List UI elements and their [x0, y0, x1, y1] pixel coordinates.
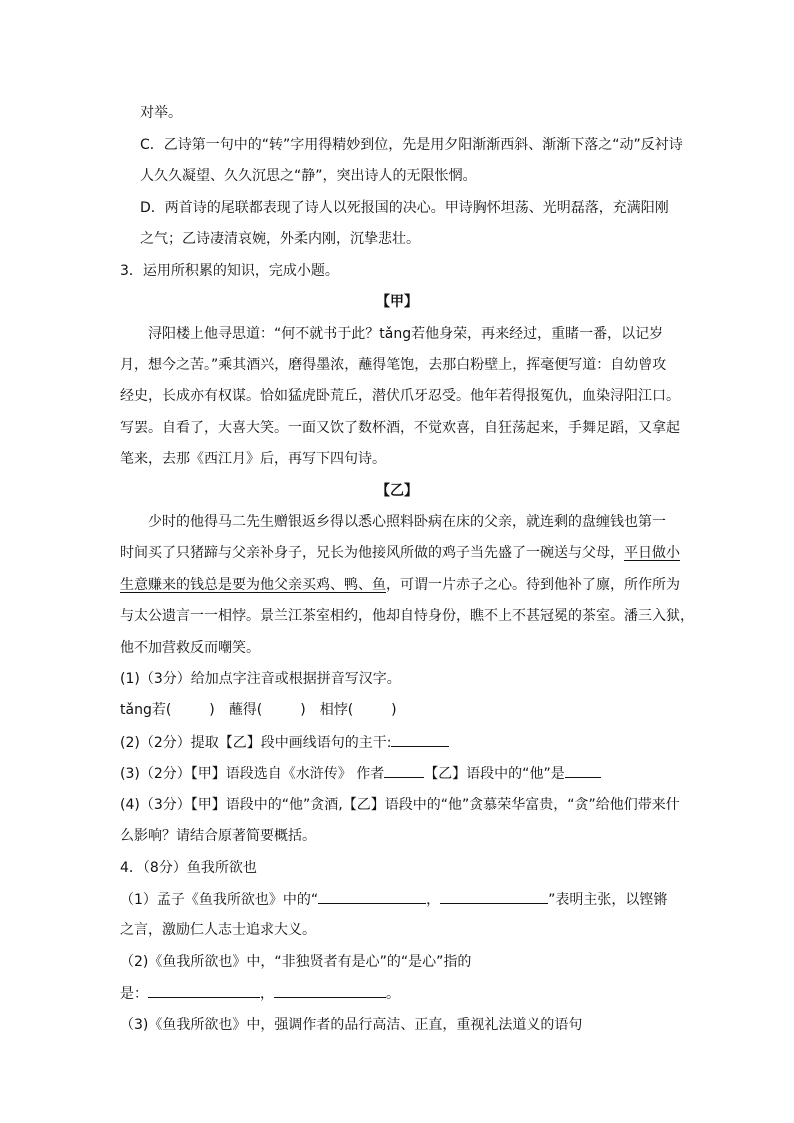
answer-blank[interactable]	[565, 763, 601, 778]
sub-question-2	[120, 732, 449, 753]
pinyin-item-tang: tǎng若(	[120, 702, 172, 718]
section-jia-title: 【甲】	[376, 294, 418, 310]
q4-sub2-text-c: 。	[386, 986, 400, 1002]
sub-question-3-text-a: (3)（2分）【甲】语段选自《水浒传》 作者	[120, 766, 385, 782]
answer-blank[interactable]	[318, 889, 426, 904]
q4-sub1-text-b: ，	[426, 892, 441, 908]
sub-question-4-line2: 么影响？请结合原著简要概括。	[120, 828, 316, 844]
passage-yi-line3-text: ，可谓一片赤子之心。待到他补了廪，所作所为	[386, 577, 680, 593]
passage-jia-line: 写罢。自看了，大喜大笑。一面又饮了数杯酒，不觉欢喜，自狂荡起来，手舞足蹈，又拿起	[120, 420, 680, 436]
answer-blank[interactable]	[391, 732, 449, 747]
option-b-end: 对举。	[140, 105, 182, 121]
passage-yi-line5: 他不加营救反而嘲笑。	[120, 640, 260, 656]
q4-sub2-text-b: ，	[260, 986, 274, 1002]
answer-blank[interactable]	[148, 983, 260, 998]
sub-question-1-items	[120, 700, 397, 720]
pinyin-item-bei: ) 相悖(	[300, 702, 354, 718]
passage-jia-line: 月，想今之苦。”乘其酒兴，磨得墨浓，蘸得笔饱，去那白粉壁上，挥毫便写道：自幼曾攻	[120, 357, 667, 373]
passage-yi-line4: 与太公遗言一一相悖。景兰江茶室相约，他却自恃身份，瞧不上不甚冠冕的茶室。潘三入狱，	[120, 608, 694, 624]
q4-sub1-line1	[120, 889, 667, 910]
answer-blank[interactable]	[384, 763, 424, 778]
sub-question-2-text: (2)（2分）提取【乙】段中画线语句的主干:	[120, 735, 392, 751]
pinyin-item-zhan: ) 蘸得(	[209, 702, 263, 718]
passage-yi-line3	[120, 575, 680, 595]
q4-sub2-text-a: 是：	[120, 986, 148, 1002]
passage-yi-line2	[120, 543, 680, 563]
q4-sub2-line2	[120, 983, 400, 1004]
sub-question-3-text-b: 【乙】语段中的“他”是	[424, 766, 565, 782]
question-4-stem: 4．（8分）鱼我所欲也	[120, 860, 257, 876]
passage-jia-line: 笔来，去那《西江月》后，再写下四句诗。	[120, 451, 386, 467]
question-3-stem: 3．运用所积累的知识，完成小题。	[120, 263, 339, 279]
option-c-line2: 人久久凝望、久久沉思之“静”，突出诗人的无限怅惘。	[140, 168, 477, 184]
passage-yi-line2-text: 时间买了只猪蹄与父亲补身子，兄长为他接风所做的鸡子当先盛了一碗送与父母，	[120, 545, 624, 561]
underlined-sentence-part2: 生意赚来的钱总是要为他父亲买鸡、鸭、鱼	[120, 577, 386, 593]
q4-sub2-line1: （2)《鱼我所欲也》中，“非独贤者有是心”的“是心”指的	[120, 954, 472, 970]
option-d-line2: 之气；乙诗凄清哀婉，外柔内刚，沉挚悲壮。	[140, 231, 420, 247]
underlined-sentence-part1: 平日做小	[624, 545, 680, 561]
passage-jia-line: 浔阳楼上他寻思道：“何不就书于此？tǎng若他身荣，再来经过，重睹一番，以记岁	[148, 326, 664, 342]
q4-sub3: （3)《鱼我所欲也》中，强调作者的品行高洁、正直，重视礼法道义的语句	[120, 1017, 583, 1033]
pinyin-item-close: )	[391, 702, 397, 718]
answer-blank[interactable]	[440, 889, 548, 904]
passage-jia-line: 经史，长成亦有权谋。恰如猛虎卧荒丘，潜伏爪牙忍受。他年若得报冤仇，血染浔阳江口。	[120, 388, 680, 404]
answer-blank[interactable]	[274, 983, 386, 998]
q4-sub1-text-a: （1）孟子《鱼我所欲也》中的“	[120, 892, 319, 908]
sub-question-1: (1)（3分）给加点字注音或根据拼音写汉字。	[120, 671, 401, 687]
q4-sub1-text-c: ”表明主张，以铿锵	[548, 892, 668, 908]
section-yi-title: 【乙】	[376, 483, 418, 499]
q4-sub1-line2: 之言，激励仁人志士追求大义。	[120, 922, 316, 938]
passage-yi-line1: 少时的他得马二先生赠银返乡得以悉心照料卧病在床的父亲，就连剩的盘缠钱也第一	[148, 514, 666, 530]
sub-question-4-line1: (4)（3分）【甲】语段中的“他”贪酒,【乙】语段中的“他”贪慕荣华富贵，“贪”给他们带来什	[120, 797, 680, 813]
option-d-line1: D．两首诗的尾联都表现了诗人以死报国的决心。甲诗胸怀坦荡、光明磊落，充满阳刚	[140, 200, 669, 216]
sub-question-3	[120, 763, 601, 784]
option-c-line1: C．乙诗第一句中的“转”字用得精妙到位，先是用夕阳渐渐西斜、渐渐下落之“动”反衬诗	[140, 137, 683, 153]
